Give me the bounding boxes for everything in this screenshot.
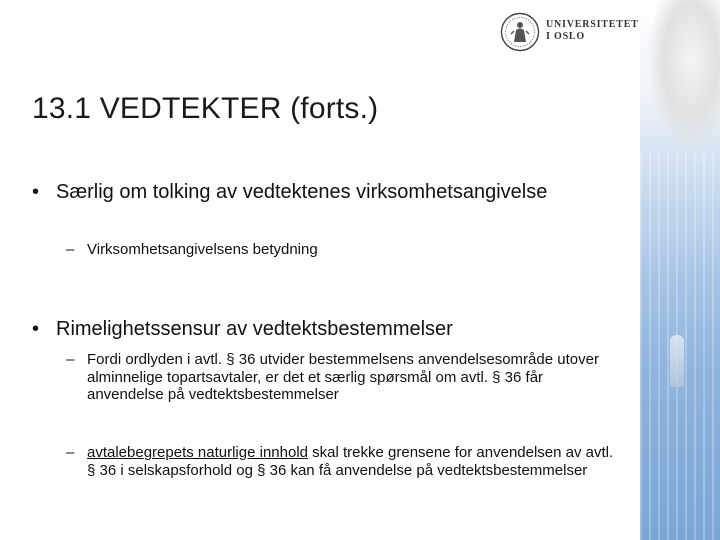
university-seal-icon — [500, 12, 540, 52]
sub-bullet-1-1 — [66, 241, 616, 259]
dash-marker: – — [66, 444, 75, 461]
sub-bullet-2-1 — [66, 351, 616, 404]
logo-line-1: UNIVERSITETET — [546, 19, 639, 30]
bullet-marker: • — [32, 318, 40, 340]
logo-line-2: I OSLO — [546, 31, 585, 42]
bullet-2-text: Rimelighetssensur av vedtektsbestemmelser — [56, 318, 453, 340]
dash-marker: – — [66, 241, 75, 258]
slide-title: 13.1 VEDTEKTER (forts.) — [32, 92, 379, 125]
statue-bust-image — [648, 0, 720, 150]
decorative-side-image — [640, 0, 720, 540]
logo-text — [546, 19, 639, 43]
bullet-marker: • — [32, 181, 40, 203]
sub-bullet-2-1-text: Fordi ordlyden i avtl. § 36 utvider bestemmelsens anvendelsesområde utover alminnelige topartsavtaler, er det et særlig spørsmål om avtl. § 36 får anvendelse på vedtektsbestemmelser — [87, 351, 599, 403]
sub-bullet-1-1-text: Virksomhetsangivelsens betydning — [87, 241, 318, 258]
sub-bullet-2-2-text — [87, 444, 616, 479]
sub-bullet-2-2 — [66, 444, 616, 479]
sub-bullet-2-2-rest: skal trekke grensene for anvendelsen av avtl. § 36 i selskapsforhold og § 36 kan få anvendelse på vedtektsbestemmelser — [87, 444, 614, 479]
bullet-1 — [32, 181, 602, 204]
bullet-1-text: Særlig om tolking av vedtektenes virksomhetsangivelse — [56, 181, 548, 203]
underlined-phrase: avtalebegrepets naturlige innhold — [87, 444, 308, 461]
dash-marker: – — [66, 351, 75, 368]
figure-silhouette — [670, 335, 684, 387]
bullet-2 — [32, 318, 602, 341]
